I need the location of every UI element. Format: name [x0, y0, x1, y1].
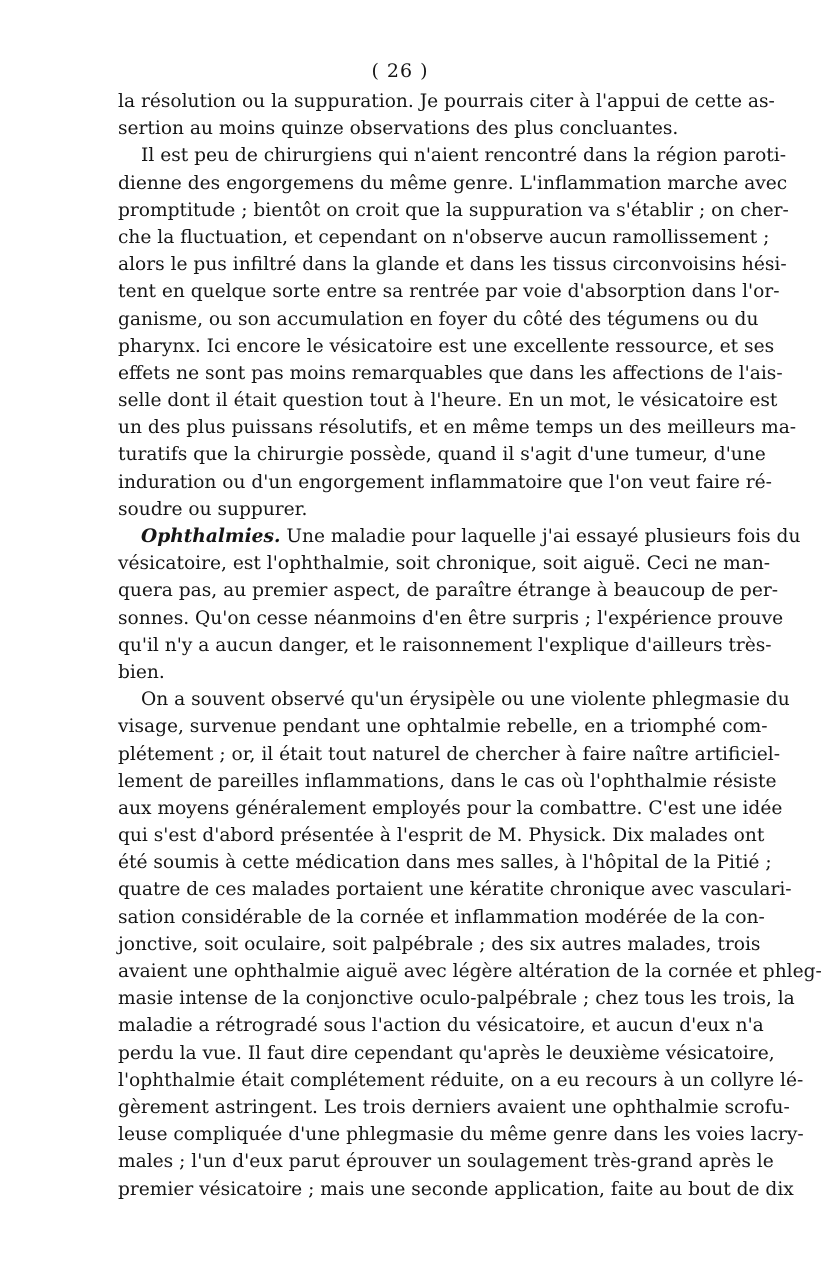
text-line: tent en quelque sorte entre sa rentrée par voie d'absorption dans l'or- [118, 281, 780, 303]
text-line: visage, survenue pendant une ophtalmie rebelle, en a triomphé com- [118, 716, 768, 738]
text-line: dienne des engorgemens du même genre. L'inflammation marche avec [118, 172, 788, 194]
text-line: Il est peu de chirurgiens qui n'aient rencontré dans la région paroti- [141, 145, 786, 167]
text-line: avaient une ophthalmie aiguë avec légère altération de la cornée et phleg- [118, 961, 822, 982]
body-text [118, 88, 822, 1203]
text-line: un des plus puissans résolutifs, et en même temps un des meilleurs ma- [118, 417, 797, 439]
text-line: lement de pareilles inflammations, dans le cas où l'ophthalmie résiste [118, 770, 777, 792]
text-line: qu'il n'y a aucun danger, et le raisonnement l'explique d'ailleurs très- [118, 634, 772, 656]
text-line [118, 523, 801, 550]
text-line: la résolution ou la suppuration. Je pourrais citer à l'appui de cette as- [118, 91, 775, 112]
text-line: gèrement astringent. Les trois derniers avaient une ophthalmie scrofu- [118, 1096, 790, 1118]
text-line: premier vésicatoire ; mais une seconde application, faite au bout de dix [118, 1178, 794, 1200]
text-line: quera pas, au premier aspect, de paraître étrange à beaucoup de per- [118, 580, 778, 602]
text-line: males ; l'un d'eux parut éprouver un soulagement très-grand après le [118, 1151, 774, 1173]
text-line: ganisme, ou son accumulation en foyer du côté des tégumens ou du [118, 308, 759, 330]
text-line: perdu la vue. Il faut dire cependant qu'après le deuxième vésicatoire, [118, 1042, 775, 1064]
text-line: aux moyens généralement employés pour la combattre. C'est une idée [118, 797, 783, 819]
text-line: l'ophthalmie était complétement réduite, on a eu recours à un collyre lé- [118, 1069, 804, 1091]
text-line: leuse compliquée d'une phlegmasie du même genre dans les voies lacry- [118, 1124, 804, 1146]
section-heading: Ophthalmies. [141, 526, 281, 547]
text-line: plétement ; or, il était tout naturel de chercher à faire naître artificiel- [118, 743, 781, 765]
text-line: promptitude ; bientôt on croit que la suppuration va s'établir ; on cher- [118, 199, 789, 221]
text-fragment: Une maladie pour laquelle j'ai essayé plusieurs fois du [280, 526, 801, 547]
text-line: induration ou d'un engorgement inflammatoire que l'on veut faire ré- [118, 471, 772, 493]
text-line: effets ne sont pas moins remarquables que dans les affections de l'ais- [118, 362, 783, 384]
text-line: jonctive, soit oculaire, soit palpébrale ; des six autres malades, trois [118, 933, 761, 955]
text-line: selle dont il était question tout à l'heure. En un mot, le vésicatoire est [118, 390, 778, 412]
text-line: turatifs que la chirurgie possède, quand il s'agit d'une tumeur, d'une [118, 444, 766, 466]
text-line: sertion au moins quinze observations des plus concluantes. [118, 118, 679, 140]
text-line: bien. [118, 661, 165, 683]
text-line: alors le pus infiltré dans la glande et dans les tissus circonvoisins hési- [118, 254, 787, 276]
text-line: sation considérable de la cornée et inflammation modérée de la con- [118, 906, 765, 928]
text-line: vésicatoire, est l'ophthalmie, soit chronique, soit aiguë. Ceci ne man- [118, 553, 771, 575]
text-line: soudre ou suppurer. [118, 498, 308, 520]
text-line: qui s'est d'abord présentée à l'esprit de M. Physick. Dix malades ont [118, 825, 765, 847]
text-line: On a souvent observé qu'un érysipèle ou une violente phlegmasie du [141, 689, 790, 711]
text-line: maladie a rétrogradé sous l'action du vésicatoire, et aucun d'eux n'a [118, 1015, 764, 1037]
text-line: quatre de ces malades portaient une kératite chronique avec vasculari- [118, 879, 792, 901]
text-line: che la fluctuation, et cependant on n'observe aucun ramollissement ; [118, 226, 770, 248]
text-line: masie intense de la conjonctive oculo-palpébrale ; chez tous les trois, la [118, 988, 795, 1010]
page-number: ( 26 ) [371, 60, 429, 82]
text-line: été soumis à cette médication dans mes salles, à l'hôpital de la Pitié ; [118, 852, 772, 874]
text-line: pharynx. Ici encore le vésicatoire est une excellente ressource, et ses [118, 335, 775, 357]
text-line: sonnes. Qu'on cesse néanmoins d'en être surpris ; l'expérience prouve [118, 607, 784, 629]
